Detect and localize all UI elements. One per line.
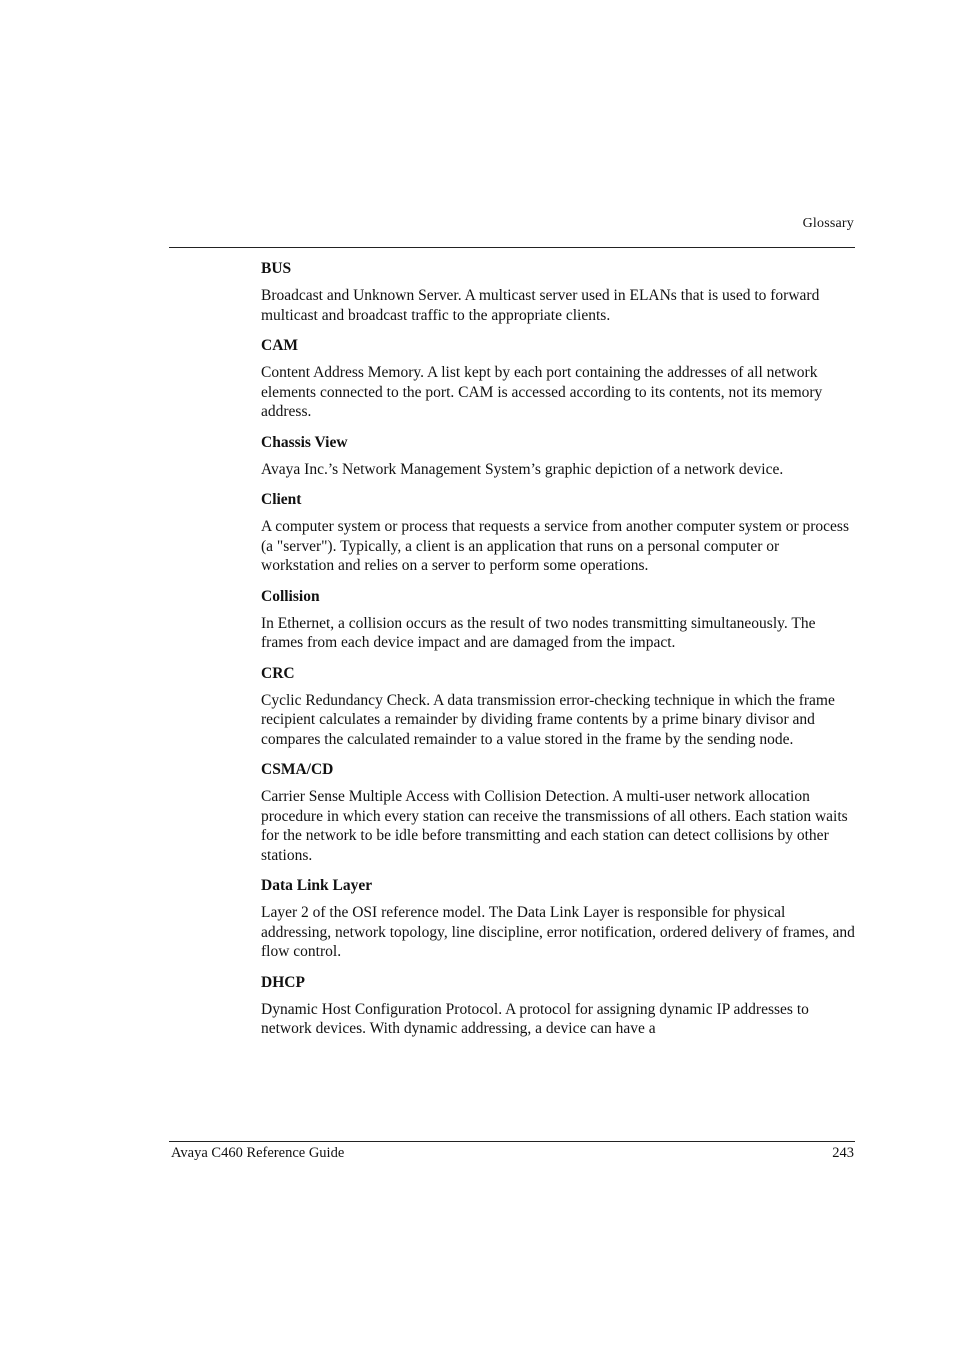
glossary-term: CAM bbox=[261, 337, 299, 354]
glossary-entry bbox=[261, 876, 855, 962]
header-divider bbox=[169, 247, 855, 248]
glossary-list bbox=[261, 259, 855, 1050]
glossary-definition: Dynamic Host Configuration Protocol. A protocol for assigning dynamic IP addresses to network devices. With dynamic addressing, a device can have a bbox=[261, 1000, 809, 1037]
glossary-term: Client bbox=[261, 491, 302, 508]
glossary-term: CSMA/CD bbox=[261, 761, 334, 778]
glossary-term: Chassis View bbox=[261, 433, 348, 451]
glossary-definition: Content Address Memory. A list kept by each port containing the addresses of all network elements connected to the port. CAM is accessed according to its contents, not its memory address. bbox=[261, 364, 823, 420]
glossary-definition: Carrier Sense Multiple Access with Collision Detection. A multi-user network allocation procedure in which every station can receive the transmissions of all others. Each station waits for the network to be idle before transmitting and each station can detect collisions by other stations. bbox=[261, 788, 848, 864]
glossary-term: BUS bbox=[261, 260, 292, 277]
footer-divider bbox=[169, 1141, 855, 1142]
glossary-entry bbox=[261, 433, 855, 480]
glossary-definition: Layer 2 of the OSI reference model. The Data Link Layer is responsible for physical addressing, network topology, line discipline, error notification, ordered delivery of frames, and flow control. bbox=[261, 904, 855, 960]
glossary-entry bbox=[261, 760, 855, 865]
glossary-entry bbox=[261, 259, 855, 325]
glossary-term: Data Link Layer bbox=[261, 877, 373, 894]
glossary-entry bbox=[261, 587, 855, 653]
glossary-definition: Broadcast and Unknown Server. A multicast server used in ELANs that is used to forward multicast and broadcast traffic to the appropriate clients. bbox=[261, 287, 820, 324]
glossary-term: DHCP bbox=[261, 973, 305, 991]
page-number: 243 bbox=[832, 1145, 854, 1161]
footer-document-title: Avaya C460 Reference Guide bbox=[171, 1145, 345, 1161]
glossary-entry bbox=[261, 973, 855, 1039]
glossary-definition: Avaya Inc.’s Network Management System’s graphic depiction of a network device. bbox=[261, 460, 784, 478]
running-header: Glossary bbox=[802, 216, 854, 231]
glossary-term: CRC bbox=[261, 664, 295, 682]
glossary-definition: In Ethernet, a collision occurs as the result of two nodes transmitting simultaneously. The frames from each device impact and are damaged from the impact. bbox=[261, 614, 816, 651]
glossary-definition: A computer system or process that requests a service from another computer system or process (a "server"). Typically, a client is an application that runs on a personal computer or workstation and relies on a server to perform some operations. bbox=[261, 518, 849, 574]
glossary-entry bbox=[261, 336, 855, 422]
glossary-entry bbox=[261, 490, 855, 576]
glossary-entry bbox=[261, 664, 855, 750]
glossary-definition: Cyclic Redundancy Check. A data transmission error-checking technique in which the frame recipient calculates a remainder by dividing frame contents by a prime binary divisor and compares the calculated remainder to a value stored in the frame by the sending node. bbox=[261, 691, 835, 748]
glossary-term: Collision bbox=[261, 587, 320, 605]
